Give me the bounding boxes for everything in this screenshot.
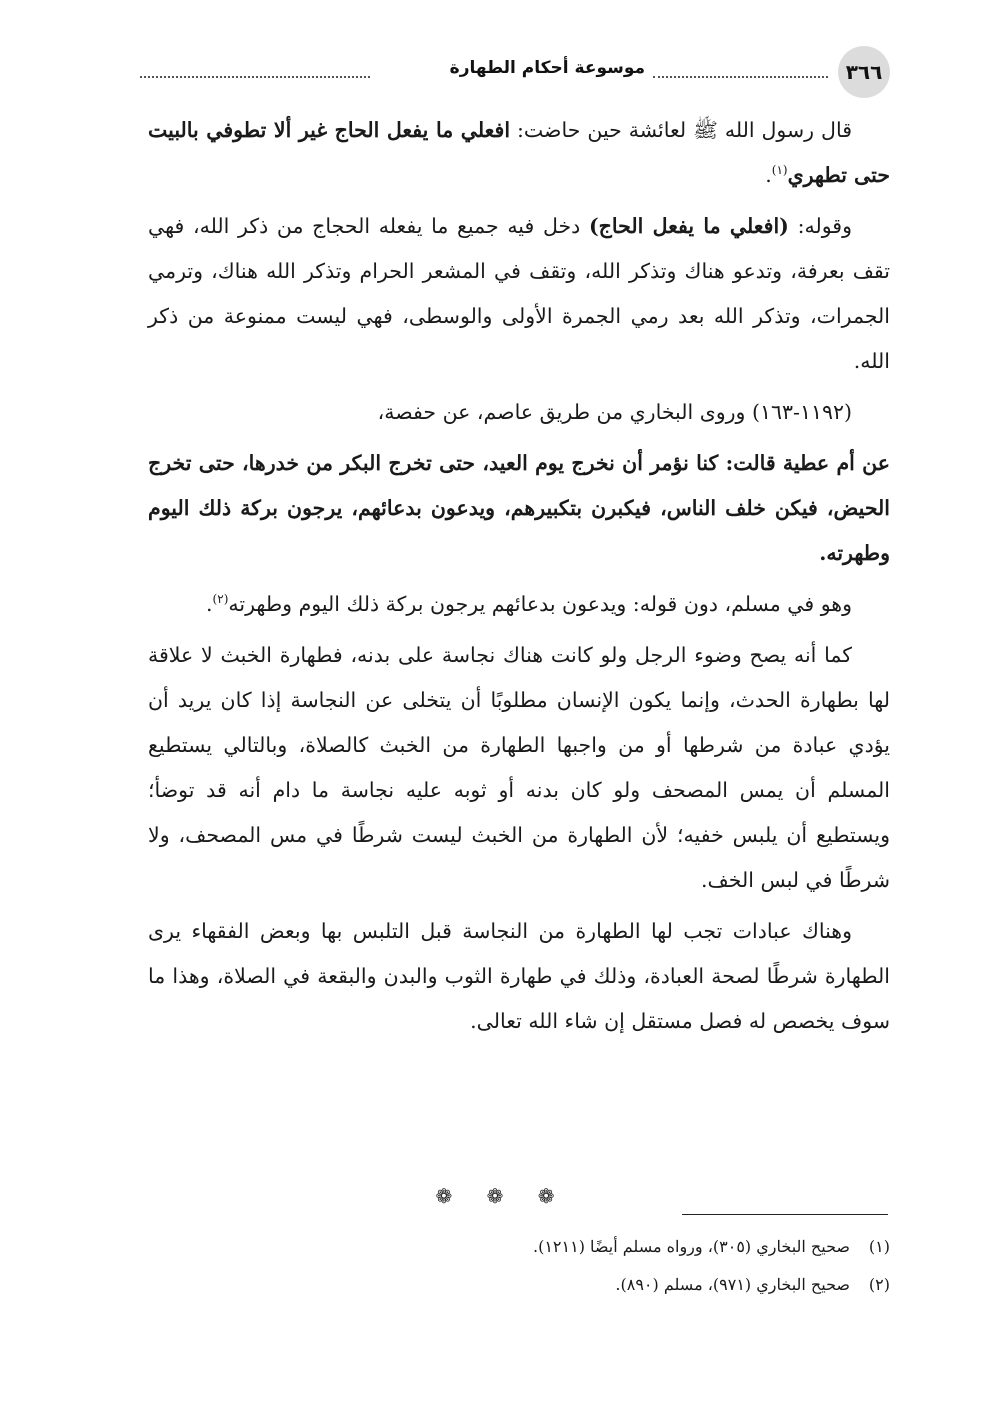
footnote-marker-2[interactable]: (٢): [212, 592, 229, 607]
footnote-separator-rule: [682, 1214, 888, 1215]
paragraph-worship-purity: وهناك عبادات تجب لها الطهارة من النجاسة قبل التلبس بها وبعض الفقهاء يرى الطهارة شرطًا لصحة العبادة، وذلك في طهارة الثوب والبدن والبقعة في الصلاة، وهذا ما سوف يخصص له فصل مستقل إن شاء الله تعالى.: [148, 919, 890, 1033]
footnote-number: (٢): [868, 1275, 890, 1294]
paragraph-hadith-aisha: [148, 108, 890, 198]
paragraph-end: .: [765, 163, 772, 187]
paragraph-wudu-impurity: كما أنه يصح وضوء الرجل ولو كانت هناك نجاسة على بدنه، فطهارة الخبث لا علاقة لها بطهارة الحدث، وإنما يكون الإنسان مطلوبًا أن يتخلى عن النجاسة إذا كان يريد أن يؤدي عبادة من شرطها أو من واجبها الطهارة من الخبث كالصلاة، وبالتالي يستطيع المسلم أن يمس المصحف ولو كان بدنه أو ثوبه عليه نجاسة ما دام أنه قد توضأ؛ ويستطيع أن يلبس خفيه؛ لأن الطهارة من الخبث ليست شرطًا في مس المصحف، ولا شرطًا في لبس الخف.: [148, 643, 890, 892]
header-dotted-rule-right: [653, 76, 828, 78]
running-title: موسوعة أحكام الطهارة: [449, 58, 645, 78]
footnote-text: صحيح البخاري (٣٠٥)، ورواه مسلم أيضًا (١٢١١).: [532, 1237, 850, 1256]
header-dotted-rule-left: [140, 76, 370, 78]
quoted-phrase: (افعلي ما يفعل الحاج): [588, 214, 789, 238]
section-divider-stars: ❁ ❁ ❁: [435, 1184, 569, 1208]
footnote-text: صحيح البخاري (٩٧١)، مسلم (٨٩٠).: [615, 1275, 850, 1294]
paragraph-end: .: [206, 592, 213, 616]
paragraph-commentary: [148, 204, 890, 384]
footnote-number: (١): [868, 1237, 890, 1256]
page-header: [140, 46, 890, 98]
paragraph-body: دخل فيه جميع ما يفعله الحجاج من ذكر الله، فهي تقف بعرفة، وتدعو هناك وتذكر الله، وتقف في المشعر الحرام وتذكر الله هناك، وترمي الجمرات، وتذكر الله بعد رمي الجمرة الأولى والوسطى، فهي ليست ممنوعة من ذكر الله.: [148, 214, 890, 373]
footnote-marker-1[interactable]: (١): [771, 163, 788, 178]
paragraph-hadith-umm-atiyya: عن أم عطية قالت: كنا نؤمر أن نخرج يوم العيد، حتى تخرج البكر من خدرها، حتى تخرج الحيض، فيكن خلف الناس، فيكبرن بتكبيرهم، ويدعون بدعائهم، يرجون بركة ذلك اليوم وطهرته.: [148, 451, 890, 565]
hadith-text: افعلي ما يفعل الحاج غير ألا تطوفي بالبيت حتى تطهري: [148, 118, 890, 187]
paragraph-body: وهو في مسلم، دون قوله: ويدعون بدعائهم يرجون بركة ذلك اليوم وطهرته: [228, 592, 852, 616]
footnote-item: [148, 1266, 890, 1304]
footnote-item: [148, 1228, 890, 1266]
page-number-badge: ٣٦٦: [838, 46, 890, 98]
paragraph-intro: وقوله:: [788, 214, 852, 238]
paragraph-narration-chain: (١١٩٢-١٦٣) وروى البخاري من طريق عاصم، عن حفصة،: [377, 400, 852, 424]
footnotes: [148, 1228, 890, 1304]
paragraph-muslim-note: [148, 582, 890, 627]
paragraph-intro: قال رسول الله ﷺ لعائشة حين حاضت:: [510, 118, 852, 142]
main-text: [148, 108, 890, 1050]
